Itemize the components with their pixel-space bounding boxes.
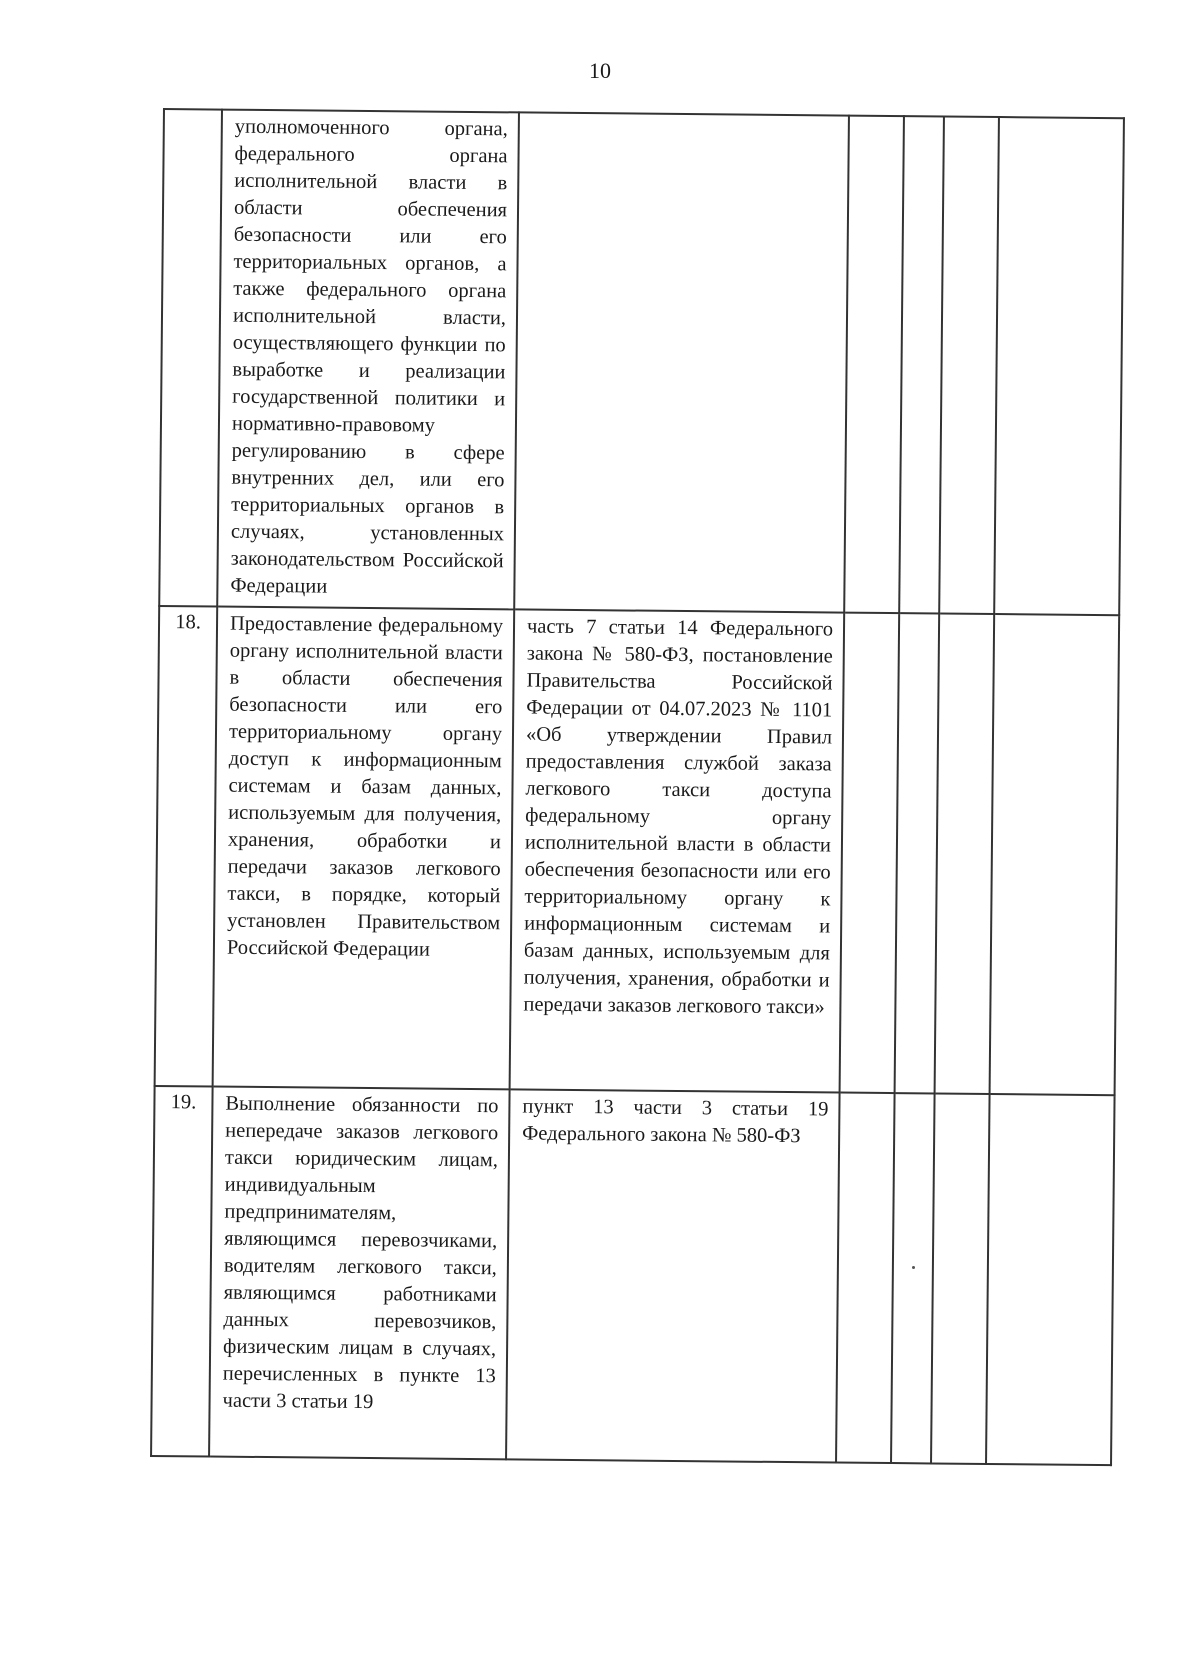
requirement-cell: Выполнение обязанности по непередаче заказов легкового такси юридическим лицам, индивидуальным предпринимателям, являющимся перевозчиками, водителям легкового такси, являющимся работниками данных перевозчиков, физическим лицам в случаях, перечисленных в пункте 13 части 3 статьи 19	[209, 1087, 510, 1460]
requirement-cell: Предоставление федеральному органу исполнительной власти в области обеспечения безопасности или его территориальному органу доступ к информационным системам и базам данных, используемым для получения, хранения, обработки и передачи заказов легкового такси, в порядке, который установлен Правительством Российской Федерации	[213, 607, 515, 1090]
notes-cell	[990, 614, 1120, 1095]
table-row	[159, 109, 1124, 615]
row-number	[159, 109, 222, 607]
row-number: 18.	[155, 606, 218, 1087]
scan-speck	[912, 1266, 915, 1269]
requirements-table	[150, 108, 1125, 1466]
answer-na-cell	[935, 613, 995, 1094]
answer-yes-cell	[844, 116, 904, 614]
answer-na-cell	[939, 116, 999, 614]
answer-no-cell	[891, 1093, 935, 1463]
row-number: 19.	[151, 1086, 213, 1457]
answer-na-cell	[931, 1093, 990, 1464]
page-number: 10	[589, 58, 611, 83]
notes-cell	[994, 117, 1124, 615]
answer-yes-cell	[840, 613, 900, 1094]
legal-basis-cell	[514, 112, 849, 612]
legal-basis-cell: пункт 13 части 3 статьи 19 Федерального закона № 580-ФЗ	[506, 1089, 840, 1462]
table-row	[155, 606, 1120, 1095]
answer-no-cell	[899, 116, 944, 613]
table-row	[151, 1086, 1115, 1465]
requirement-cell: уполномоченного органа, федерального органа исполнительной власти в области обеспечения безопасности или его территориальных органов, а также федерального органа исполнительной власти, осуществляющего функции по выработке и реализации государственной политики и нормативно-правовому регулированию в сфере внутренних дел, или его территориальных органов в случаях, установленных законодательством Российской Федерации	[217, 110, 519, 610]
notes-cell	[986, 1094, 1115, 1465]
legal-basis-cell: часть 7 статьи 14 Федерального закона № 580-ФЗ, постановление Правительства Российской Федерации от 04.07.2023 № 1101 «Об утверждении Правил предоставления службой заказа легкового такси доступа федеральному органу исполнительной власти в области обеспечения безопасности или его территориальному органу к информационным системам и базам данных, используемым для получения, хранения, обработки и передачи заказов легкового такси»	[510, 609, 845, 1092]
answer-no-cell	[895, 613, 940, 1093]
answer-yes-cell	[836, 1093, 895, 1464]
